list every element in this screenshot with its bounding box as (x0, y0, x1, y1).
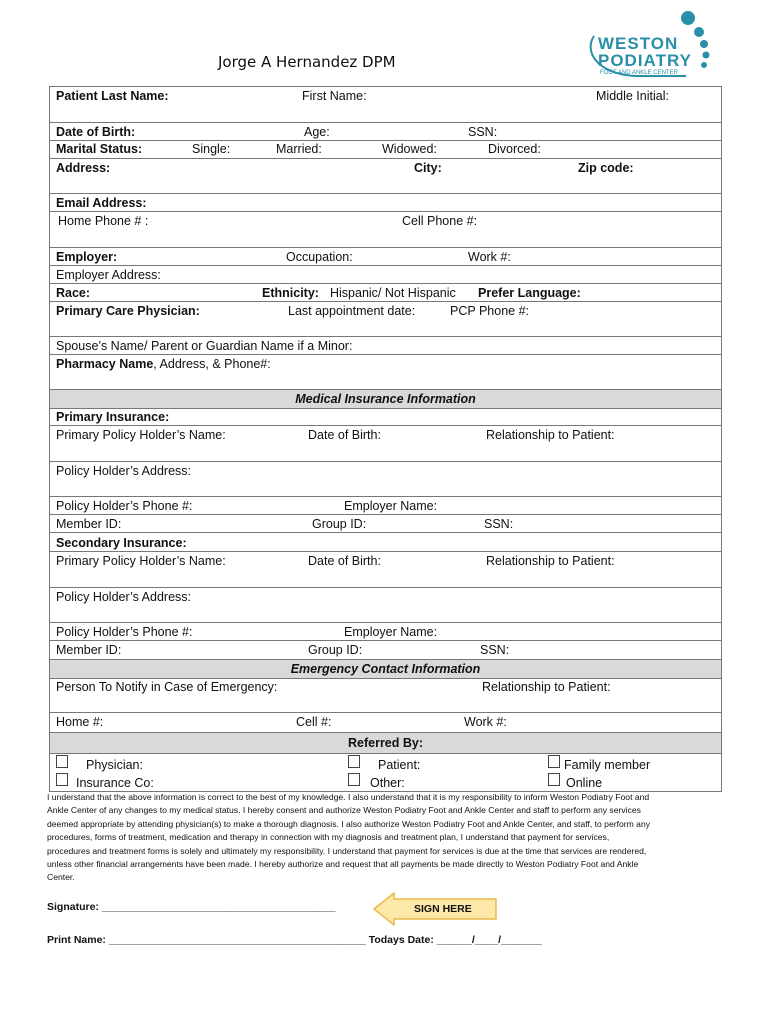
home-phone-label[interactable]: Home Phone # : (58, 214, 149, 228)
primary-dob-label[interactable]: Date of Birth: (308, 428, 381, 442)
secondary-dob-label[interactable]: Date of Birth: (308, 554, 381, 568)
registration-form (49, 86, 722, 792)
divider (50, 211, 721, 212)
physician-label: Physician: (86, 758, 143, 772)
divider (50, 461, 721, 462)
primary-employer-name-label[interactable]: Employer Name: (344, 499, 438, 513)
ethnicity-label: Ethnicity: (262, 286, 319, 300)
primary-holder-phone-label[interactable]: Policy Holder’s Phone #: (56, 499, 193, 513)
divider (50, 301, 721, 302)
spouse-label[interactable]: Spouse’s Name/ Parent or Guardian Name if a Minor: (56, 339, 353, 353)
sign-here-arrow (372, 891, 500, 932)
emergency-notify-label[interactable]: Person To Notify in Case of Emergency: (56, 680, 278, 694)
secondary-holder-phone-label[interactable]: Policy Holder’s Phone #: (56, 625, 193, 639)
address-label[interactable]: Address: (56, 161, 111, 175)
ethnicity-value[interactable]: Hispanic/ Not Hispanic (330, 286, 456, 300)
pharmacy-rest-label: , Address, & Phone#: (153, 357, 271, 371)
dob-label[interactable]: Date of Birth: (56, 125, 136, 139)
primary-member-id-label[interactable]: Member ID: (56, 517, 122, 531)
employer-label[interactable]: Employer: (56, 250, 118, 264)
family-member-checkbox[interactable] (548, 755, 560, 768)
prefer-language-label[interactable]: Prefer Language: (478, 286, 581, 300)
logo-line2: PODIATRY (598, 51, 692, 70)
physician-checkbox[interactable] (56, 755, 68, 768)
logo-line1: WESTON (598, 34, 679, 53)
divider (50, 193, 721, 194)
secondary-relationship-label[interactable]: Relationship to Patient: (486, 554, 615, 568)
secondary-employer-name-label[interactable]: Employer Name: (344, 625, 438, 639)
consent-terms: I understand that the above information is correct to the best of my knowledge. I also understand that it is my responsibility to inform Weston Podiatry Foot and Ankle Center of any changes to my medical status. I hereby consent and authorize Weston Podiatry Foot and Ankle Center and staff to perform any services deemed appropriate by attending physician(s) to make a thorough diagnosis. I also authorize Weston Podiatry Foot and Ankle Center, and staff, to perform any procedures, forms of treatment, medication and therapy in connection with my diagnosis and treatment plan, I understand that payment for services, procedures and treatment forms is solely and ultimately my responsibility. I understand that payment for services is due at the time that services are rendered, unless other financial arrangements have been made. I hereby authorize and request that all payments be made directly to Weston Podiatry Foot and Ankle Center. (47, 792, 651, 883)
primary-holder-address-label[interactable]: Policy Holder’s Address: (56, 464, 192, 478)
occupation-label[interactable]: Occupation: (286, 250, 353, 264)
divider (50, 336, 721, 337)
patient-last-name-label[interactable]: Patient Last Name: (56, 89, 169, 103)
primary-relationship-label[interactable]: Relationship to Patient: (486, 428, 615, 442)
divider (50, 247, 721, 248)
employer-address-label[interactable]: Employer Address: (56, 268, 161, 282)
secondary-group-id-label[interactable]: Group ID: (308, 643, 363, 657)
emergency-work-label[interactable]: Work #: (464, 715, 507, 729)
print-name-field[interactable]: Print Name: ____________________________________________ Todays Date: ______/____/_______ (47, 934, 542, 946)
patient-checkbox[interactable] (348, 755, 360, 768)
single-option[interactable]: Single: (192, 142, 231, 156)
primary-insurance-label[interactable]: Primary Insurance: (56, 410, 170, 424)
insurance-co-checkbox[interactable] (56, 773, 68, 786)
logo-line3: FOOT AND ANKLE CENTER (600, 70, 678, 76)
secondary-holder-address-label[interactable]: Policy Holder’s Address: (56, 590, 192, 604)
online-checkbox[interactable] (548, 773, 560, 786)
divider (50, 425, 721, 426)
signature-field[interactable]: Signature: ________________________________________ (47, 901, 336, 913)
widowed-option[interactable]: Widowed: (382, 142, 437, 156)
divider (50, 283, 721, 284)
divider (50, 158, 721, 159)
insurance-co-label: Insurance Co: (76, 776, 154, 790)
online-label: Online (566, 776, 603, 790)
divider (50, 712, 721, 713)
secondary-insurance-label[interactable]: Secondary Insurance: (56, 536, 187, 550)
zip-label[interactable]: Zip code: (578, 161, 634, 175)
other-checkbox[interactable] (348, 773, 360, 786)
primary-ssn-label[interactable]: SSN: (484, 517, 514, 531)
divider (50, 140, 721, 141)
emergency-home-label[interactable]: Home #: (56, 715, 104, 729)
referred-section-header: Referred By: (50, 732, 721, 754)
married-option[interactable]: Married: (276, 142, 322, 156)
divider (50, 640, 721, 641)
divider (50, 551, 721, 552)
other-label: Other: (370, 776, 405, 790)
patient-label: Patient: (378, 758, 421, 772)
divider (50, 496, 721, 497)
divorced-option[interactable]: Divorced: (488, 142, 541, 156)
pharmacy-name-label: Pharmacy Name (56, 357, 154, 371)
pcp-label[interactable]: Primary Care Physician: (56, 304, 200, 318)
emergency-section-header: Emergency Contact Information (50, 659, 721, 679)
primary-group-id-label[interactable]: Group ID: (312, 517, 367, 531)
city-label[interactable]: City: (414, 161, 442, 175)
cell-phone-label[interactable]: Cell Phone #: (402, 214, 478, 228)
divider (50, 354, 721, 355)
insurance-section-header: Medical Insurance Information (50, 389, 721, 409)
marital-status-label: Marital Status: (56, 142, 143, 156)
divider (50, 622, 721, 623)
pcp-phone-label[interactable]: PCP Phone #: (450, 304, 529, 318)
secondary-member-id-label[interactable]: Member ID: (56, 643, 122, 657)
doctor-name: Jorge A Hernandez DPM (218, 53, 396, 71)
primary-holder-name-label[interactable]: Primary Policy Holder’s Name: (56, 428, 226, 442)
emergency-relationship-label[interactable]: Relationship to Patient: (482, 680, 611, 694)
email-label[interactable]: Email Address: (56, 196, 147, 210)
divider (50, 532, 721, 533)
secondary-holder-name-label[interactable]: Primary Policy Holder’s Name: (56, 554, 226, 568)
sign-here-label: SIGN HERE (414, 903, 472, 915)
age-label[interactable]: Age: (304, 125, 330, 139)
work-label[interactable]: Work #: (468, 250, 511, 264)
divider (50, 587, 721, 588)
middle-initial-label[interactable]: Middle Initial: (596, 89, 669, 103)
last-appointment-label[interactable]: Last appointment date: (288, 304, 416, 318)
divider (50, 514, 721, 515)
race-label[interactable]: Race: (56, 286, 91, 300)
emergency-cell-label[interactable]: Cell #: (296, 715, 332, 729)
family-member-label: Family member (564, 758, 651, 772)
pharmacy-label[interactable] (56, 357, 271, 371)
ssn-label[interactable]: SSN: (468, 125, 498, 139)
weston-podiatry-logo (576, 6, 716, 78)
divider (50, 265, 721, 266)
divider (50, 122, 721, 123)
secondary-ssn-label[interactable]: SSN: (480, 643, 510, 657)
first-name-label[interactable]: First Name: (302, 89, 367, 103)
